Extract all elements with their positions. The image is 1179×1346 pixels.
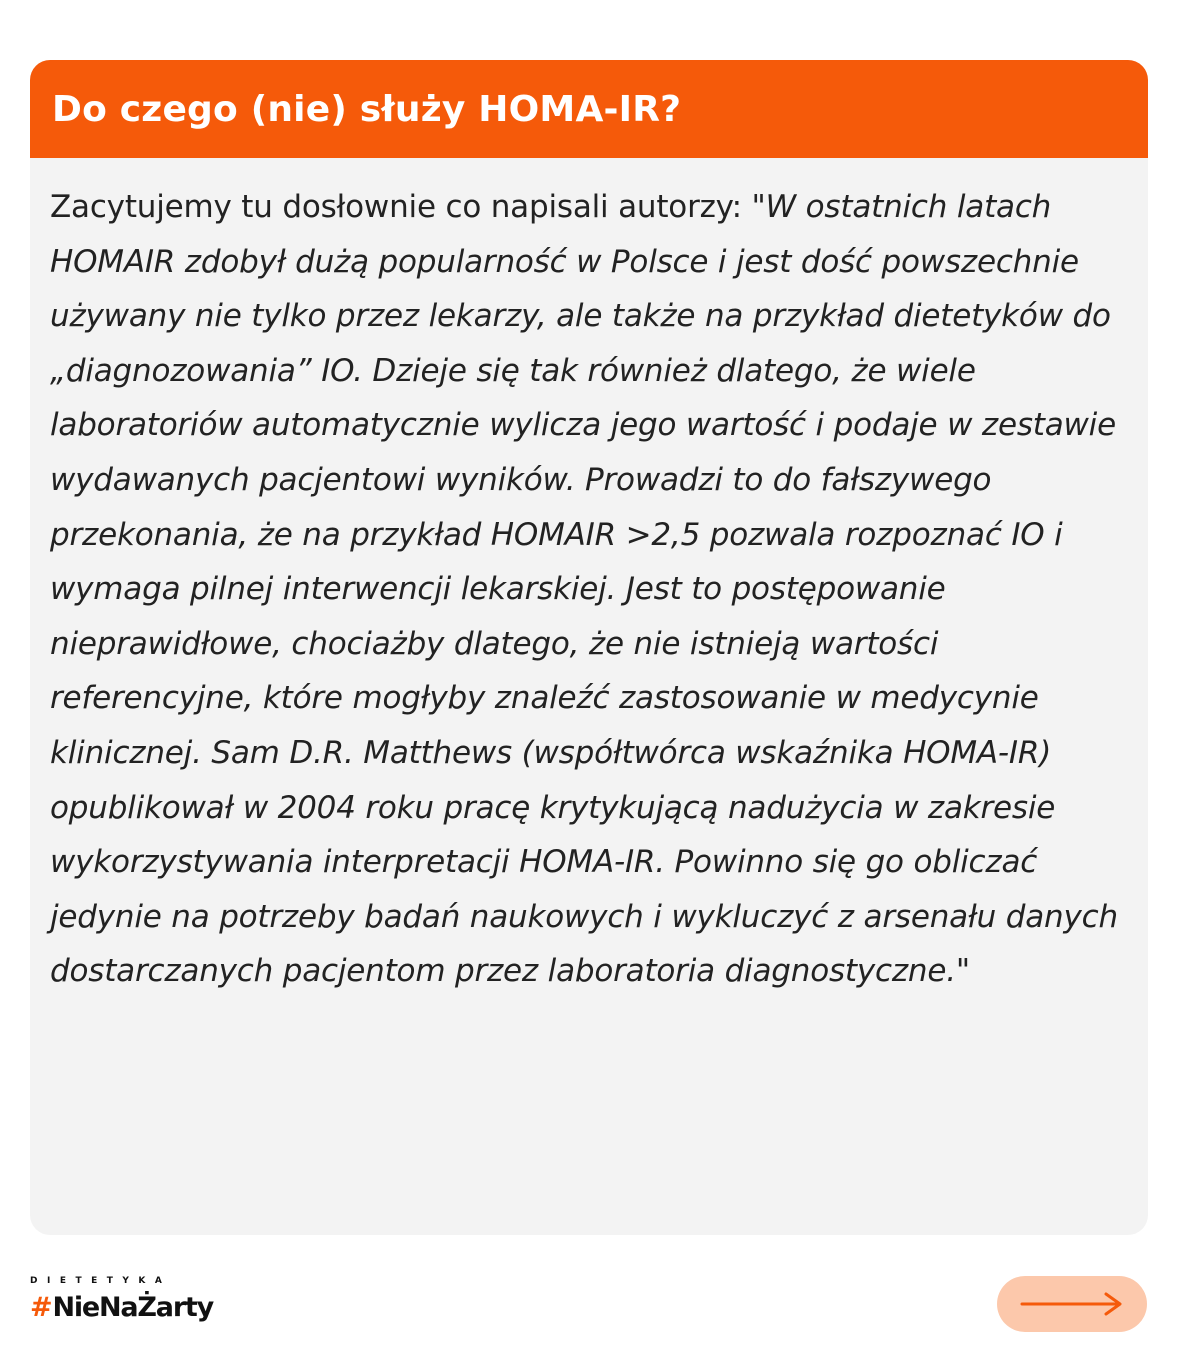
card-title: Do czego (nie) służy HOMA-IR? [52, 88, 682, 130]
card-body [30, 158, 1148, 999]
next-button[interactable] [997, 1276, 1147, 1332]
arrow-right-icon [1020, 1292, 1124, 1316]
brand-logo [30, 1276, 214, 1336]
logo-wordmark [30, 1292, 214, 1324]
card-header [30, 60, 1148, 158]
body-intro-text: Zacytujemy tu dosłownie co napisali autorzy: [50, 189, 752, 225]
logo-top-text: DIETETYKA [30, 1276, 172, 1286]
logo-hash: # [30, 1292, 52, 1323]
body-quote-text: "W ostatnich latach HOMAIR zdobył dużą popularność w Polsce i jest dość powszechnie używany nie tylko przez lekarzy, ale także na przykład dietetyków do „diagnozowania” IO. Dzieje się tak również dlatego, że wiele laboratoriów automatycznie wylicza jego wartość i podaje w zestawie wydawanych pacjentowi wyników. Prowadzi to do fałszywego przekonania, że na przykład HOMAIR >2,5 pozwala rozpoznać IO i wymaga pilnej interwencji lekarskiej. Jest to postępowanie nieprawidłowe, chociażby dlatego, że nie istnieją wartości referencyjne, które mogłyby znaleźć zastosowanie w medycynie klinicznej. Sam D.R. Matthews (współtwórca wskaźnika HOMA-IR) opublikował w 2004 roku pracę krytykującą nadużycia w zakresie wykorzystywania interpretacji HOMA-IR. Powinno się go obliczać jedynie na potrzeby badań naukowych i wykluczyć z arsenału danych dostarczanych pacjentom przez laboratoria diagnostyczne." [50, 189, 1118, 990]
logo-name: NieNaŻarty [52, 1292, 214, 1323]
content-card [30, 60, 1148, 1235]
